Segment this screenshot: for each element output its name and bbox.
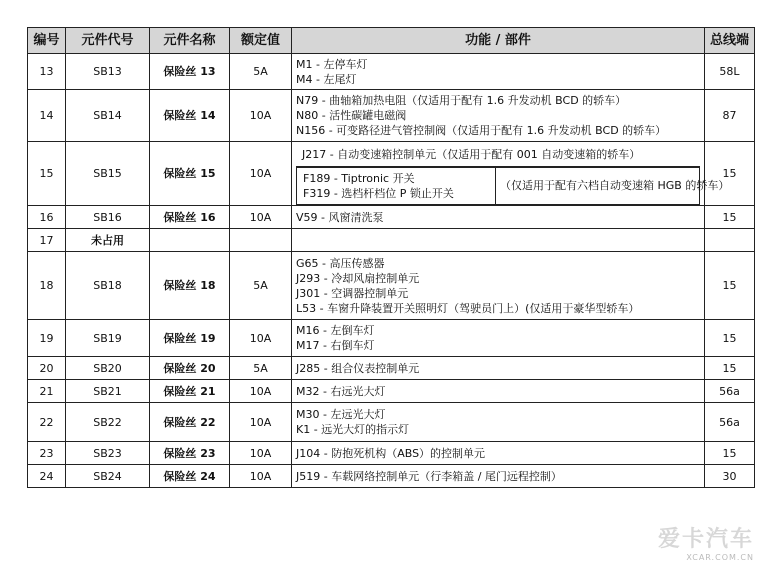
row-terminal: 15 bbox=[705, 442, 755, 465]
row-name: 保险丝 23 bbox=[150, 442, 230, 465]
row-code: SB20 bbox=[66, 357, 150, 380]
row-code: SB24 bbox=[66, 465, 150, 488]
row-name: 保险丝 14 bbox=[150, 90, 230, 142]
header-function: 功能 / 部件 bbox=[292, 28, 705, 54]
row-name: 保险丝 18 bbox=[150, 252, 230, 320]
row-name: 保险丝 20 bbox=[150, 357, 230, 380]
row-code: SB23 bbox=[66, 442, 150, 465]
function-line: F189 - Tiptronic 开关 bbox=[303, 171, 415, 185]
row-rating: 10A bbox=[230, 206, 292, 229]
function-line: J301 - 空调器控制单元 bbox=[296, 286, 409, 300]
row-number: 21 bbox=[28, 380, 66, 403]
row-function bbox=[292, 229, 705, 252]
row-number: 17 bbox=[28, 229, 66, 252]
row-code: 未占用 bbox=[66, 229, 150, 252]
function-line: J104 - 防抱死机构（ABS）的控制单元 bbox=[296, 446, 486, 460]
watermark bbox=[658, 522, 754, 562]
row-code: SB15 bbox=[66, 142, 150, 206]
table-row bbox=[28, 465, 755, 488]
function-line: J293 - 冷却风扇控制单元 bbox=[296, 271, 420, 285]
table-row bbox=[28, 252, 755, 320]
row-number: 19 bbox=[28, 320, 66, 357]
row-function bbox=[292, 465, 705, 488]
row-terminal: 15 bbox=[705, 357, 755, 380]
row-function bbox=[292, 380, 705, 403]
header-terminal: 总线端 bbox=[705, 28, 755, 54]
function-line: N79 - 曲轴箱加热电阻（仅适用于配有 1.6 升发动机 BCD 的轿车） bbox=[296, 94, 627, 107]
row-name: 保险丝 15 bbox=[150, 142, 230, 206]
row-rating: 10A bbox=[230, 380, 292, 403]
row-name: 保险丝 24 bbox=[150, 465, 230, 488]
row-number: 15 bbox=[28, 142, 66, 206]
function-line: N80 - 活性碳罐电磁阀 bbox=[296, 109, 407, 122]
function-line: M4 - 左尾灯 bbox=[296, 72, 357, 86]
row-number: 14 bbox=[28, 90, 66, 142]
table-row bbox=[28, 320, 755, 357]
row-code: SB19 bbox=[66, 320, 150, 357]
row-number: 20 bbox=[28, 357, 66, 380]
row-code: SB16 bbox=[66, 206, 150, 229]
row-name: 保险丝 19 bbox=[150, 320, 230, 357]
watermark-logo: 爱卡汽车 bbox=[657, 527, 754, 552]
row-name bbox=[150, 229, 230, 252]
row-terminal: 58L bbox=[705, 54, 755, 90]
row-terminal: 56a bbox=[705, 380, 755, 403]
row-terminal: 56a bbox=[705, 403, 755, 442]
row-number: 16 bbox=[28, 206, 66, 229]
watermark-url: XCAR.COM.CN bbox=[686, 553, 754, 562]
function-line: F319 - 选档杆档位 P 锁止开关 bbox=[303, 186, 454, 200]
row-code: SB13 bbox=[66, 54, 150, 90]
row-terminal: 15 bbox=[705, 252, 755, 320]
function-line: J519 - 车载网络控制单元（行李箱盖 / 尾门远程控制） bbox=[296, 469, 562, 483]
function-top-line: J217 - 自动变速箱控制单元（仅适用于配有 001 自动变速箱的轿车） bbox=[296, 143, 700, 167]
function-line: M17 - 右倒车灯 bbox=[296, 339, 375, 352]
table-row bbox=[28, 380, 755, 403]
function-line: K1 - 远光大灯的指示灯 bbox=[296, 423, 410, 436]
row-rating: 10A bbox=[230, 442, 292, 465]
row-number: 22 bbox=[28, 403, 66, 442]
row-number: 18 bbox=[28, 252, 66, 320]
row-rating: 10A bbox=[230, 403, 292, 442]
row-function bbox=[292, 54, 705, 90]
row-terminal: 15 bbox=[705, 206, 755, 229]
row-rating: 10A bbox=[230, 320, 292, 357]
row-name: 保险丝 16 bbox=[150, 206, 230, 229]
header-name: 元件名称 bbox=[150, 28, 230, 54]
function-line: M30 - 左远光大灯 bbox=[296, 408, 386, 421]
table-row bbox=[28, 357, 755, 380]
table-row bbox=[28, 54, 755, 90]
row-function bbox=[292, 252, 705, 320]
header-row bbox=[28, 28, 755, 54]
header-rating: 额定值 bbox=[230, 28, 292, 54]
table-row bbox=[28, 142, 755, 206]
row-rating: 10A bbox=[230, 465, 292, 488]
function-line: M32 - 右远光大灯 bbox=[296, 384, 386, 398]
header-number: 编号 bbox=[28, 28, 66, 54]
function-line: M16 - 左倒车灯 bbox=[296, 324, 375, 337]
table-row bbox=[28, 229, 755, 252]
function-line: N156 - 可变路径进气管控制阀（仅适用于配有 1.6 升发动机 BCD 的轿车） bbox=[296, 124, 667, 137]
row-rating: 5A bbox=[230, 357, 292, 380]
function-line: G65 - 高压传感器 bbox=[296, 256, 385, 270]
row-name: 保险丝 22 bbox=[150, 403, 230, 442]
row-function bbox=[292, 442, 705, 465]
row-terminal: 87 bbox=[705, 90, 755, 142]
row-function bbox=[292, 403, 705, 442]
function-line: J285 - 组合仪表控制单元 bbox=[296, 361, 420, 375]
row-rating: 10A bbox=[230, 142, 292, 206]
function-sub-note: （仅适用于配有六档自动变速箱 HGB 的轿车） bbox=[496, 167, 700, 204]
row-number: 13 bbox=[28, 54, 66, 90]
table-row bbox=[28, 90, 755, 142]
row-function bbox=[292, 206, 705, 229]
row-name: 保险丝 21 bbox=[150, 380, 230, 403]
row-terminal: 15 bbox=[705, 320, 755, 357]
function-line: V59 - 风窗清洗泵 bbox=[296, 210, 384, 224]
row-code: SB18 bbox=[66, 252, 150, 320]
table-row bbox=[28, 442, 755, 465]
table-row bbox=[28, 403, 755, 442]
function-line: M1 - 左停车灯 bbox=[296, 57, 368, 71]
row-rating: 10A bbox=[230, 90, 292, 142]
row-rating bbox=[230, 229, 292, 252]
row-code: SB21 bbox=[66, 380, 150, 403]
row-number: 23 bbox=[28, 442, 66, 465]
row-function bbox=[292, 90, 705, 142]
function-line: L53 - 车窗升降装置开关照明灯（驾驶员门上）(仅适用于豪华型轿车） bbox=[296, 301, 640, 315]
header-code: 元件代号 bbox=[66, 28, 150, 54]
row-terminal: 15 bbox=[705, 142, 755, 206]
table-row bbox=[28, 206, 755, 229]
row-rating: 5A bbox=[230, 54, 292, 90]
row-function bbox=[292, 357, 705, 380]
row-name: 保险丝 13 bbox=[150, 54, 230, 90]
row-number: 24 bbox=[28, 465, 66, 488]
row-code: SB14 bbox=[66, 90, 150, 142]
row-rating: 5A bbox=[230, 252, 292, 320]
row-terminal: 30 bbox=[705, 465, 755, 488]
row-function bbox=[292, 320, 705, 357]
fuse-table bbox=[27, 27, 755, 488]
row-code: SB22 bbox=[66, 403, 150, 442]
function-sub-lines bbox=[297, 167, 496, 204]
row-terminal bbox=[705, 229, 755, 252]
